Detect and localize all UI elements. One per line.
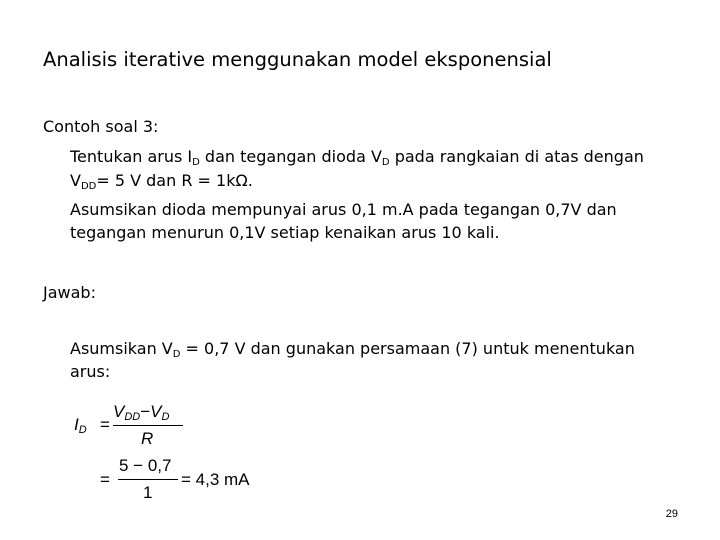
equation-equals-2: = [100, 470, 110, 489]
fraction-2-numerator: 5 − 0,7 [119, 456, 172, 475]
slide-title: Analisis iterative menggunakan model eksponensial [43, 48, 552, 71]
fraction-1-denominator: R [141, 429, 154, 448]
fraction-1-bar [113, 425, 183, 426]
example-heading: Contoh soal 3: [43, 117, 159, 136]
question-line-3: Asumsikan dioda mempunyai arus 0,1 m.A pada tegangan 0,7V dan [70, 200, 617, 219]
answer-line-1: Asumsikan $V_D = 0,7$ V dan gunakan persamaan (7) untuk menentukan [70, 339, 635, 360]
page-number: 29 [665, 508, 678, 520]
equation-result: = 4,3 mA [181, 470, 250, 489]
fraction-1-numerator: $V_{DD}-V_D$ [113, 402, 170, 423]
equation-lhs: $I_D$ [74, 415, 87, 436]
question-line-1: Tentukan arus $I_D$ dan tegangan dioda $V_D$ pada rangkaian di atas dengan [70, 147, 644, 168]
fraction-2-bar [118, 479, 178, 480]
question-line-4: tegangan menurun 0,1V setiap kenaikan arus 10 kali. [70, 223, 500, 242]
equation-equals-1: = [100, 415, 110, 434]
answer-line-2: arus: [70, 362, 111, 381]
answer-heading: Jawab: [43, 283, 96, 302]
fraction-2-denominator: 1 [143, 483, 153, 502]
question-line-2: $V_{DD}= 5$ V dan R = 1kΩ. [70, 171, 253, 192]
